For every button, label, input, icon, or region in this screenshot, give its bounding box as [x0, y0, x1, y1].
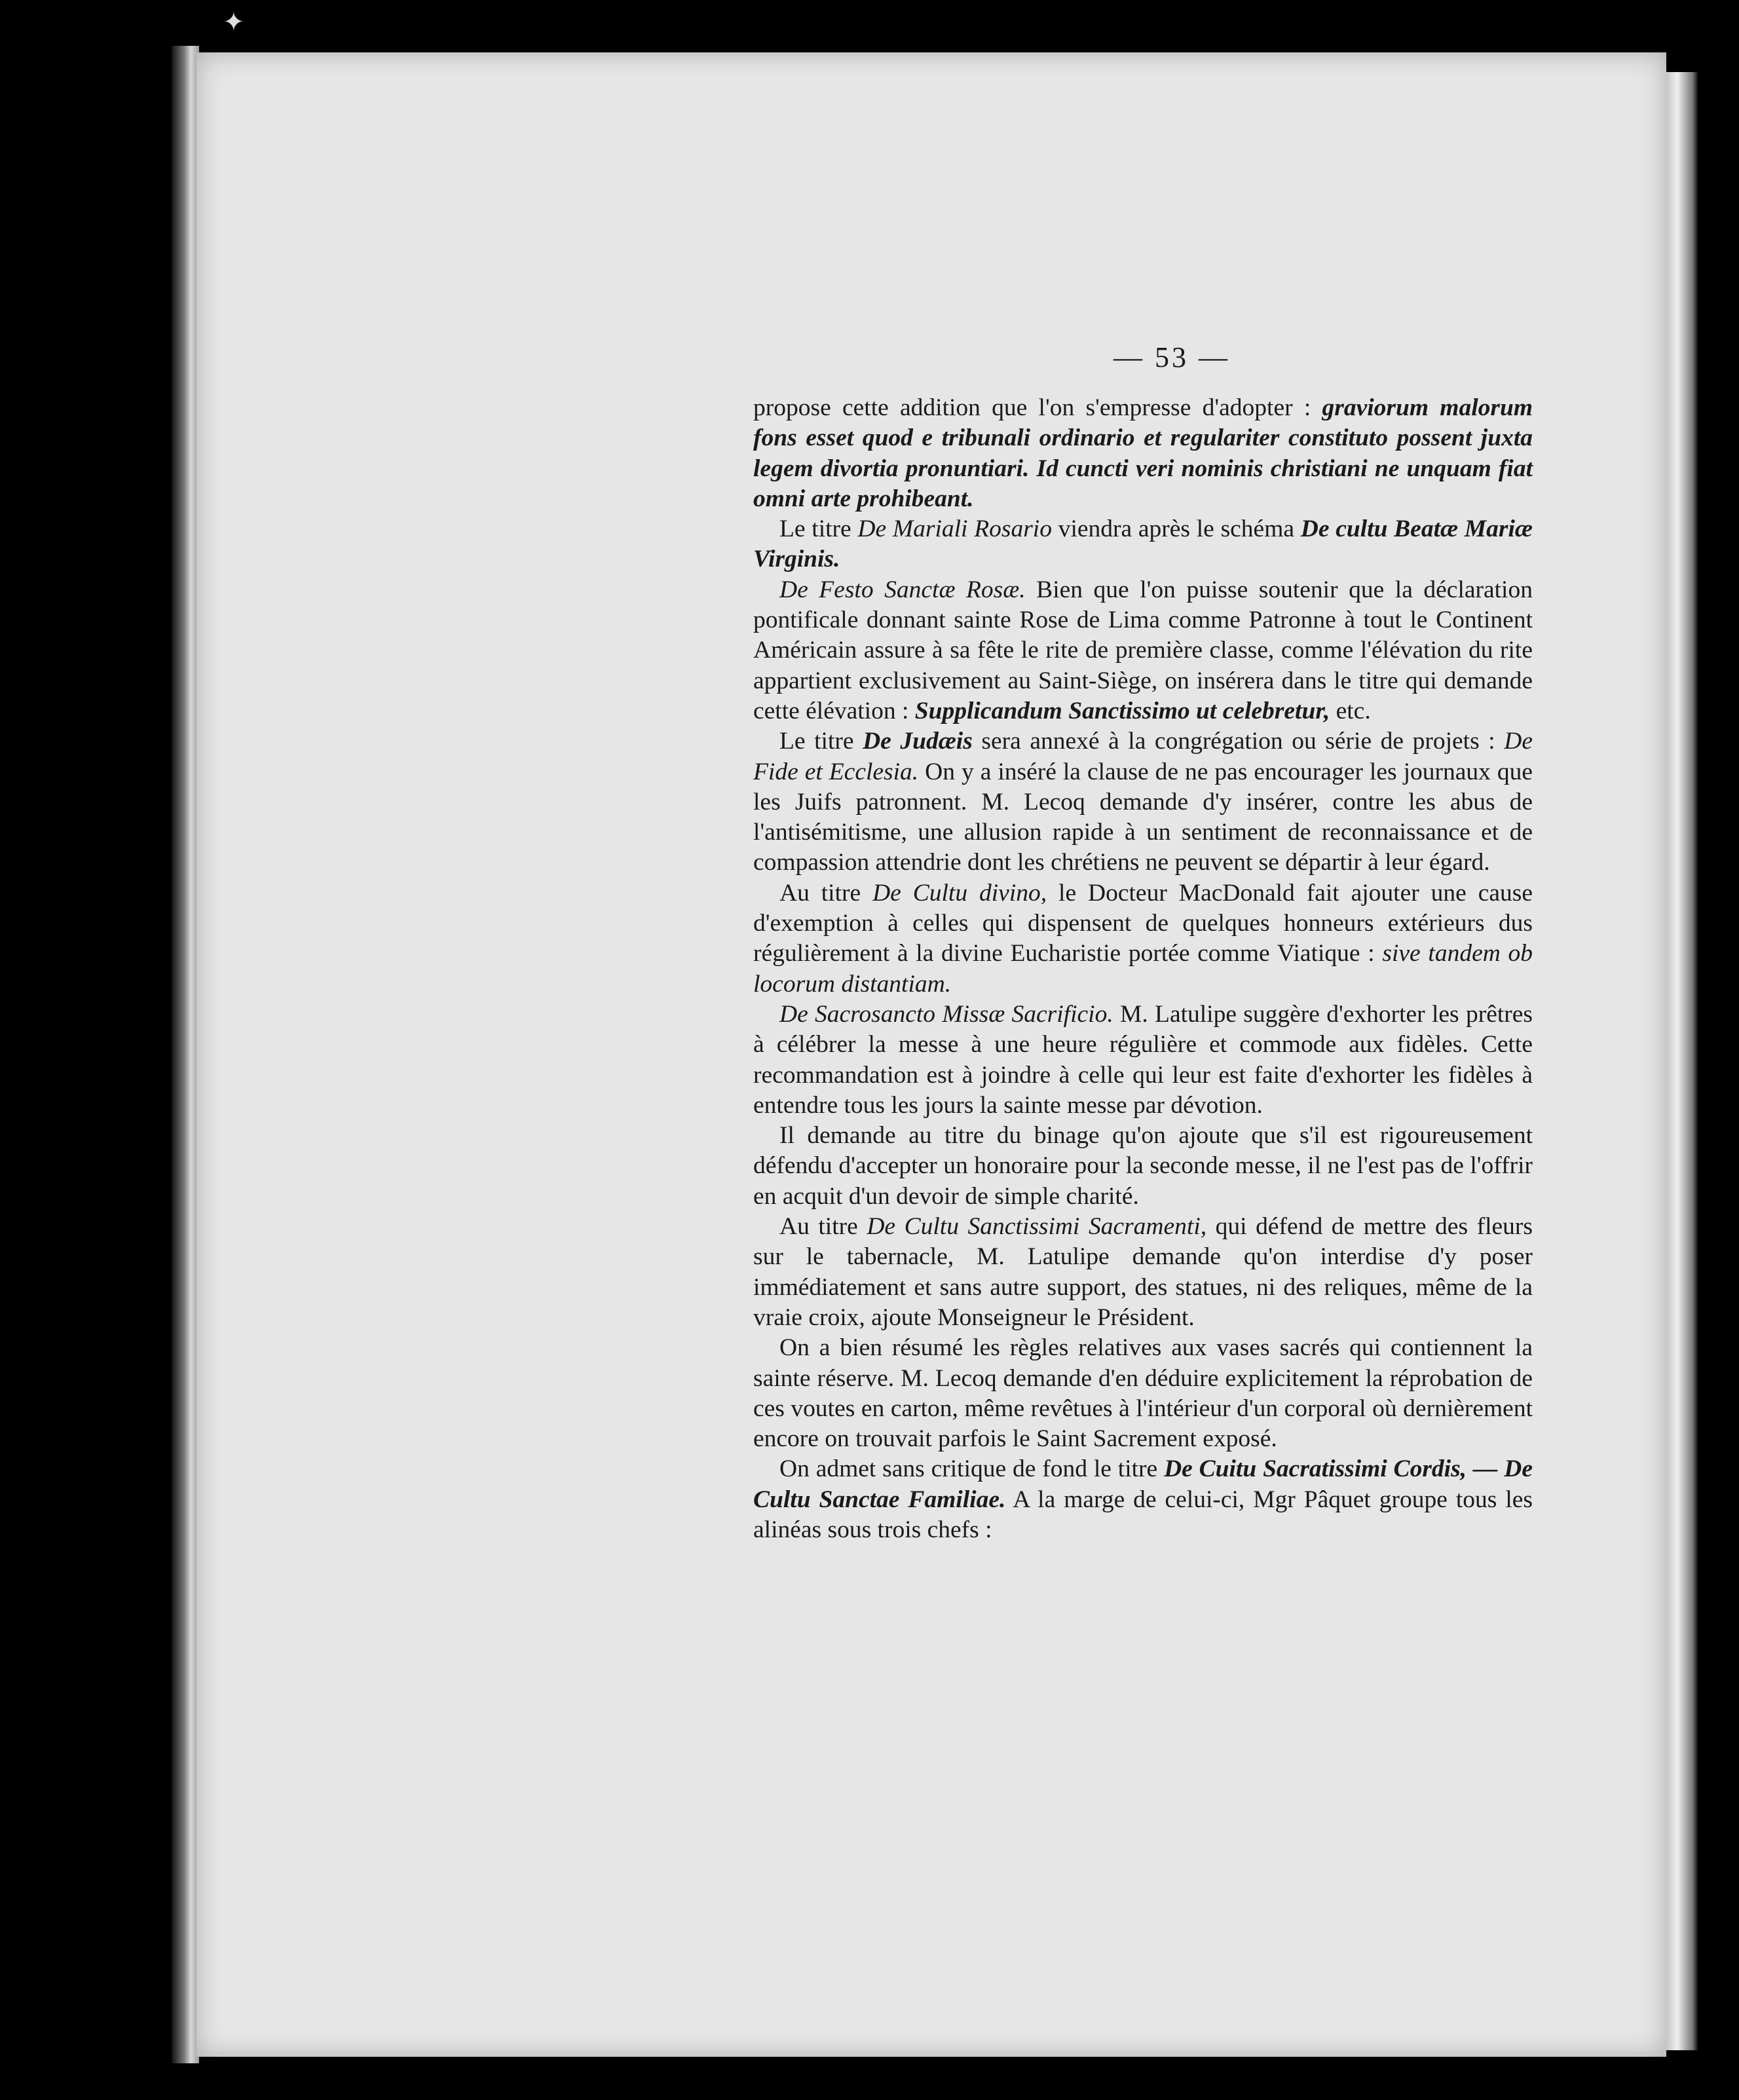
body-text	[753, 393, 1533, 1545]
page-edge	[1664, 72, 1698, 2050]
paragraph-1: propose cette addition que l'on s'empresse d'adopter : graviorum malorum fons esset quod e tribunali ordinario et regulariter constituto possent juxta legem divortia pronuntiari. Id cuncti veri nominis christiani ne unquam fiat omni arte prohibeant.	[753, 394, 1533, 512]
paragraph-3: De Festo Sanctæ Rosæ. Bien que l'on puisse soutenir que la déclaration pontificale donnant sainte Rose de Lima comme Patronne à tout le Continent Américain assure à sa fête le rite de première classe, comme l'élévation du rite appartient exclusivement au Saint-Siège, on insérera dans le titre qui demande cette élévation : Supplicandum Sanctissimo ut celebretur, etc.	[753, 576, 1533, 724]
paragraph-5: Au titre De Cultu divino, le Docteur MacDonald fait ajouter une cause d'exemption à celles qui dispensent de quelques honneurs extérieurs dus régulièrement à la divine Eucharistie portée comme Viatique : sive tandem ob locorum distantiam.	[753, 879, 1533, 998]
paragraph-8: Au titre De Cultu Sanctissimi Sacramenti, qui défend de mettre des fleurs sur le tabernacle, M. Latulipe demande qu'on interdise d'y poser immédiatement et sans autre support, des statues, ni des reliques, même de la vraie croix, ajoute Monseigneur le Président.	[753, 1213, 1533, 1331]
scan-mark: ✦	[223, 7, 245, 37]
paragraph-7: Il demande au titre du binage qu'on ajoute que s'il est rigoureusement défendu d'accepter un honoraire pour la seconde messe, il ne l'est pas de l'offrir en acquit d'un devoir de simple charité.	[753, 1122, 1533, 1210]
paragraph-9: On a bien résumé les règles relatives aux vases sacrés qui contiennent la sainte réserve. M. Lecoq demande d'en déduire explicitement la réprobation de ces voutes en carton, même revêtues à l'intérieur d'un corporal où dernièrement encore on trouvait parfois le Saint Sacrement exposé.	[753, 1334, 1533, 1453]
paragraph-10: On admet sans critique de fond le titre De Cuitu Sacratissimi Cordis, — De Cultu Sanctae Familiae. A la marge de celui-ci, Mgr Pâquet groupe tous les alinéas sous trois chefs :	[753, 1455, 1533, 1543]
page-number: — 53 —	[1113, 341, 1230, 373]
paragraph-6: De Sacrosancto Missæ Sacrificio. M. Latulipe suggère d'exhorter les prêtres à célébrer la messe à une heure régulière et commode aux fidèles. Cette recommandation est à joindre à celle qui leur est faite d'exhorter les fidèles à entendre tous les jours la sainte messe par dévotion.	[753, 1000, 1533, 1119]
paragraph-2: Le titre De Mariali Rosario viendra après le schéma De cultu Beatæ Mariæ Virginis.	[753, 516, 1533, 573]
book-spine	[172, 46, 199, 2063]
paragraph-4: Le titre De Judæis sera annexé à la congrégation ou série de projets : De Fide et Ecclesia. On y a inséré la clause de ne pas encourager les journaux que les Juifs patronnent. M. Lecoq demande d'y insérer, contre les abus de l'antisémitisme, une allusion rapide à un sentiment de reconnaissance et de compassion attendrie dont les chrétiens ne peuvent se départir à leur égard.	[753, 728, 1533, 876]
